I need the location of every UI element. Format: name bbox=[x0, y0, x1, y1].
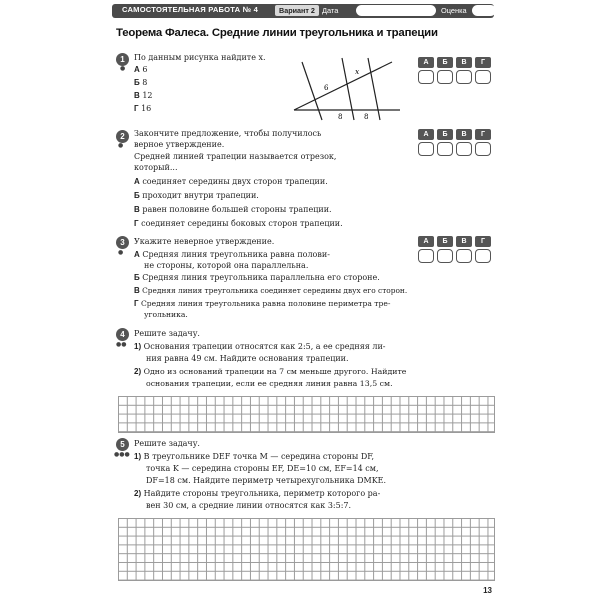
topic-title: Теорема Фалеса. Средние линии треугольника и трапеции bbox=[116, 27, 438, 39]
answer-letter-d: Г bbox=[475, 129, 491, 140]
q3-option-c[interactable]: В Средняя линия треугольника соединяет середины двух его сторон. bbox=[134, 286, 408, 295]
worksheet-page bbox=[104, 0, 496, 600]
q2-prompt-line: который... bbox=[134, 163, 178, 172]
q1-option-a[interactable]: А 6 bbox=[134, 65, 148, 74]
q3-option-a-cont: не стороны, которой она параллельна. bbox=[144, 261, 309, 270]
answer-box[interactable] bbox=[418, 142, 434, 156]
answer-letter-b: Б bbox=[437, 129, 453, 140]
answer-letter-c: В bbox=[456, 57, 472, 68]
question-number-badge: 2 bbox=[116, 130, 129, 143]
q2-option-b[interactable]: Б проходит внутри трапеции. bbox=[134, 191, 259, 200]
q5-item-2-cont: вен 30 см, а средние линии относятся как 3:5:7. bbox=[146, 501, 352, 510]
work-title: САМОСТОЯТЕЛЬНАЯ РАБОТА № 4 bbox=[122, 5, 259, 14]
answer-grid[interactable] bbox=[418, 57, 496, 87]
question-number-badge: 3 bbox=[116, 236, 129, 249]
answer-letter-a: А bbox=[418, 236, 434, 247]
q1-option-c[interactable]: В 12 bbox=[134, 91, 153, 100]
q4-item-1: 1) Основания трапеции относятся как 2:5, а ее средняя ли- bbox=[134, 342, 386, 351]
figure-label-8-left: 8 bbox=[338, 113, 343, 121]
answer-letter-b: Б bbox=[437, 57, 453, 68]
answer-grid[interactable] bbox=[418, 129, 496, 159]
q3-option-b[interactable]: Б Средняя линия треугольника параллельна его стороне. bbox=[134, 273, 380, 282]
difficulty-dots: ● bbox=[120, 65, 126, 72]
q3-option-d-cont: угольника. bbox=[144, 310, 188, 319]
header-bar bbox=[112, 4, 494, 18]
q2-prompt-line: верное утверждение. bbox=[134, 140, 225, 149]
q1-option-d[interactable]: Г 16 bbox=[134, 104, 152, 113]
q4-item-2: 2) Одно из оснований трапеции на 7 см меньше другого. Найдите bbox=[134, 367, 407, 376]
q2-option-a[interactable]: А соединяет середины двух сторон трапеции. bbox=[134, 177, 328, 186]
answer-letter-d: Г bbox=[475, 236, 491, 247]
answer-box[interactable] bbox=[456, 142, 472, 156]
q5-item-2: 2) Найдите стороны треугольника, периметр которого ра- bbox=[134, 489, 381, 498]
answer-letter-b: Б bbox=[437, 236, 453, 247]
question-number-badge: 1 bbox=[116, 53, 129, 66]
answer-box[interactable] bbox=[418, 70, 434, 84]
answer-box[interactable] bbox=[437, 142, 453, 156]
date-label: Дата bbox=[322, 6, 339, 15]
answer-box[interactable] bbox=[475, 249, 491, 263]
difficulty-dots: ●● bbox=[116, 341, 127, 348]
answer-letter-c: В bbox=[456, 236, 472, 247]
q4-item-1-cont: ния равна 49 см. Найдите основания трапеции. bbox=[146, 354, 349, 363]
answer-letter-a: А bbox=[418, 129, 434, 140]
q5-item-1: 1) В треугольнике DEF точка M — середина стороны DF, bbox=[134, 452, 375, 461]
answer-letter-a: А bbox=[418, 57, 434, 68]
q3-prompt: Укажите неверное утверждение. bbox=[134, 237, 275, 246]
question-number-badge: 4 bbox=[116, 328, 129, 341]
answer-box[interactable] bbox=[475, 70, 491, 84]
q3-option-d[interactable]: Г Средняя линия треугольника равна половине периметра тре- bbox=[134, 299, 391, 308]
grade-field[interactable] bbox=[472, 5, 496, 16]
figure-label-8-right: 8 bbox=[364, 113, 369, 121]
answer-box[interactable] bbox=[437, 249, 453, 263]
difficulty-dots: ● bbox=[118, 142, 124, 149]
answer-box[interactable] bbox=[418, 249, 434, 263]
difficulty-dots: ●●● bbox=[114, 451, 130, 458]
answer-grid-area[interactable] bbox=[118, 396, 495, 433]
q2-prompt-line: Закончите предложение, чтобы получилось bbox=[134, 129, 322, 138]
figure-label-6: 6 bbox=[324, 84, 329, 92]
answer-letter-c: В bbox=[456, 129, 472, 140]
question-number-badge: 5 bbox=[116, 438, 129, 451]
difficulty-dots: ● bbox=[118, 249, 124, 256]
q5-item-1-cont: точка K — середина стороны EF, DE=10 см, EF=14 см, bbox=[146, 464, 379, 473]
q5-item-1-cont: DF=18 см. Найдите периметр четырехугольника DMKE. bbox=[146, 476, 387, 485]
q2-option-d[interactable]: Г соединяет середины боковых сторон трапеции. bbox=[134, 219, 343, 228]
q2-option-c[interactable]: В равен половине большей стороны трапеции. bbox=[134, 205, 332, 214]
q1-prompt: По данным рисунка найдите x. bbox=[134, 53, 266, 62]
answer-box[interactable] bbox=[475, 142, 491, 156]
answer-grid-area[interactable] bbox=[118, 518, 495, 581]
answer-box[interactable] bbox=[456, 249, 472, 263]
figure-label-x: x bbox=[355, 67, 360, 76]
thales-figure bbox=[288, 56, 408, 126]
q1-option-b[interactable]: Б 8 bbox=[134, 78, 148, 87]
q4-prompt: Решите задачу. bbox=[134, 329, 200, 338]
q2-prompt-line: Средней линией трапеции называется отрезок, bbox=[134, 152, 337, 161]
variant-badge: Вариант 2 bbox=[275, 5, 319, 16]
q5-prompt: Решите задачу. bbox=[134, 439, 200, 448]
answer-letter-d: Г bbox=[475, 57, 491, 68]
answer-box[interactable] bbox=[437, 70, 453, 84]
q3-option-a[interactable]: А Средняя линия треугольника равна полови- bbox=[134, 250, 330, 259]
grade-label: Оценка bbox=[441, 6, 467, 15]
page-number: 13 bbox=[483, 586, 492, 595]
answer-grid[interactable] bbox=[418, 236, 496, 266]
answer-box[interactable] bbox=[456, 70, 472, 84]
date-field[interactable] bbox=[356, 5, 436, 16]
q4-item-2-cont: основания трапеции, если ее средняя линия равна 13,5 см. bbox=[146, 379, 393, 388]
